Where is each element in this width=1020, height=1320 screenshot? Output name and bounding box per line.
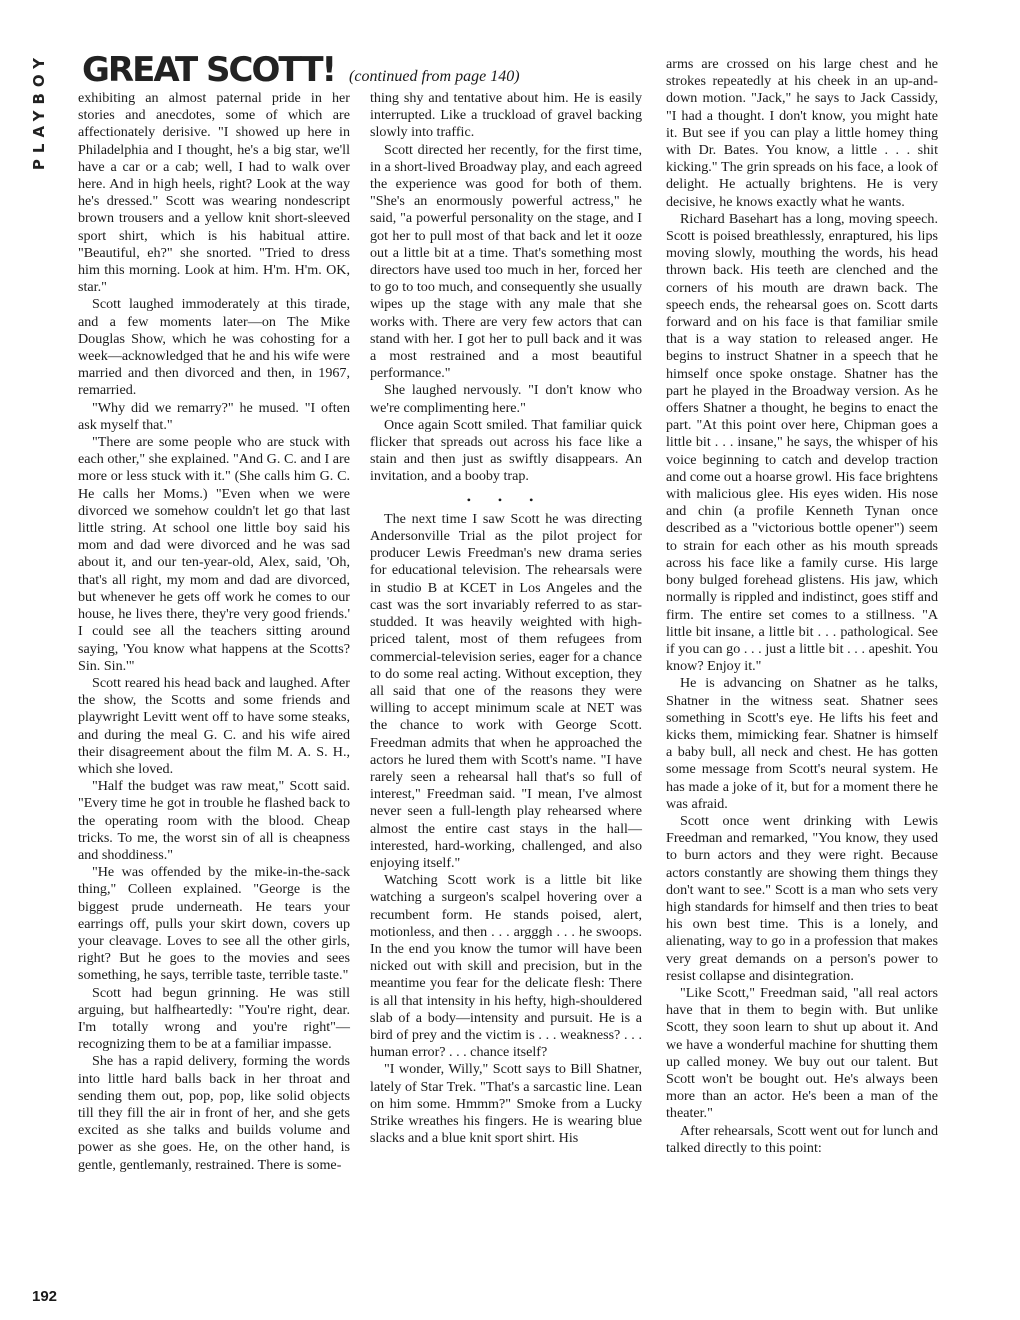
paragraph: Watching Scott work is a little bit like watching a surgeon's scalpel hovering over a recumbent form. He stands poised, alert, motionless, and then . . . argggh . . . he swoops. In the end you know the tumor will have been nicked out with skill and precision, but in the meantime you fear for the delicate flesh: There is all that intensity in his hefty, high-shouldered slab of a body—intensity and pursuit. He is a bird of prey and the victim is . . . weakness? . . . human error? . . . chance itself? (370, 872, 642, 1061)
paragraph: Once again Scott smiled. That familiar quick flicker that spreads out across his face like a stain and then just as swiftly disappears. An invitation, and a booby trap. (370, 416, 642, 485)
paragraph: Scott laughed immoderately at this tirade, and a few moments later—on The Mike Douglas Show, which he was cohosting for a week—acknowledged that he and his wife were married and then divorced and then, in 1967, remarried. (78, 296, 350, 399)
paragraph: "Half the budget was raw meat," Scott said. "Every time he got in trouble he flashed back to the operating room with the blood. Cheap tricks. To me, the worst sin of all is cheapness and shoddiness." (78, 778, 350, 863)
paragraph: arms are crossed on his large chest and he strokes repeatedly at his cheek in an up-and-down motion. "Jack," he says to Jack Cassidy, "I had a thought. I don't know, you might hate it. But see if you can play a little homey thing with Dr. Bates. You know, a little . . . shit kicking." The grin spreads on his face, a look of delight. He actually brightens. He is very decisive, he knows exactly what he wants. (666, 56, 938, 210)
paragraph: She has a rapid delivery, forming the words into little hard balls back in her throat and sending them out, pop, pop, like solid objects till they fill the air in front of her, and she gets excited as she talks and builds volume and power as she goes. He, on the other hand, is gentle, gentlemanly, restrained. There is some- (78, 1053, 350, 1173)
paragraph: The next time I saw Scott he was directing Andersonville Trial as the pilot project for producer Lewis Freedman's new drama series for educational television. The rehearsals were in studio B at KCET in Los Angeles and the cast was the sort invariably referred to as star-studded. It was heavily weighted with high-priced talent, most of them refugees from commercial-television series, eager for a chance to do some real acting. Without exception, they all said that one of the reasons they were willing to accept minimum scale at NET was the chance to work with George Scott. Freedman admits that when he approached the actors he lured them with Scott's name. "I have rarely seen a rehearsal hall that's so full of interest," Freedman said. "I mean, I've almost never seen a full-length play rehearsed where almost the entire cast stays in the hall—interested, hard-working, challenged, and also enjoying itself." (370, 510, 642, 871)
paragraph: "There are some people who are stuck with each other," she explained. "And G. C. and I are more or less stuck with it." (She calls him G. C. He calls her Moms.) "Even when we were divorced we somehow couldn't let go that last little string. At school one little boy said his mom and dad were divorced and he was sad about it, and our ten-year-old, Alex, said, 'Oh, that's all right, my mom and dad are divorced, but whenever he gets off work he comes to our house, he lives there, they're very good friends.' I could see all the teachers sitting around saying, 'You know what happens at the Scotts? Sin. Sin.'" (78, 434, 350, 674)
paragraph: Scott reared his head back and laughed. After the show, the Scotts and some friends and playwright Levitt went off to have some steaks, and during the meal G. C. and his wife aired their disagreement about the film M. A. S. H., which she loved. (78, 674, 350, 777)
headline (82, 50, 520, 90)
text-column-1 (78, 90, 350, 1174)
paragraph: "Like Scott," Freedman said, "all real actors have that in them to begin with. But unlike Scott, they soon learn to shut up about it. And we have a wonderful machine for shutting them up called money. We buy out our talent. But Scott won't be bought out. He's always been more than an actor. He's been a man of the theater." (666, 984, 938, 1122)
magazine-name: PLAYBOY (30, 52, 48, 171)
paragraph: "Why did we remarry?" he mused. "I often ask myself that." (78, 399, 350, 433)
paragraph: After rehearsals, Scott went out for lunch and talked directly to this point: (666, 1122, 938, 1156)
text-column-3 (666, 56, 938, 1157)
paragraph: "He was offended by the mike-in-the-sack thing," Colleen explained. "George is the biggest prude underneath. He tears your earrings off, pulls your skirt down, covers up your cleavage. Loves to see all the other girls, right? But he goes to the movies and sees something, he says, terrible taste, terrible taste." (78, 864, 350, 984)
continued-note: (continued from page 140) (349, 68, 520, 85)
section-divider: • • • (466, 492, 546, 507)
paragraph: thing shy and tentative about him. He is easily interrupted. Like a truckload of gravel backing slowly into traffic. (370, 90, 642, 141)
paragraph: Richard Basehart has a long, moving speech. Scott is poised breathlessly, enraptured, his lips moving slowly, mouthing the words, his head thrown back. His teeth are clenched and the corners of his mouth are drawn back. The speech ends, the rehearsal goes on. Scott darts forward and on his face is that familiar smile that is a way station to released anger. He begins to instruct Shatner in a speech that he himself once spoke onstage. Shatner has the part he played in the Broadway version. As he offers Shatner a thought, he begins to enact the part. "At this point over here, Chipman goes a little bit . . . insane," he says, the whisper of his voice beginning to catch and develop traction and come out a hoarse growl. His face brightens with malicious glee. His eyes widen. His nose and chin (a profile Kenneth Tynan once described as a "victorious bottle opener") seem to strain for each other as his mouth spreads across his face like a family curse. His large bony bulged forehead glistens. His jaw, which normally is rippled and indistinct, goes stiff and firm. The entire set comes to a stillness. "A little bit insane, a little bit . . . pathological. See if you can go . . . just a little bit . . . apeshit. You know? Enjoy it." (666, 210, 938, 675)
paragraph: He is advancing on Shatner as he talks, Shatner in the witness seat. Shatner sees something in Scott's eye. He lifts his feet and kicks them, mimicking fear. Shatner is himself a baby bull, all neck and chest. He has gotten some message from Scott's neural system. He has made a joke of it, but for a moment there he was afraid. (666, 675, 938, 812)
paragraph: Scott once went drinking with Lewis Freedman and remarked, "You know, they used to burn actors and they were right. Because actors constantly are showing them things they don't want to see." Scott is a man who sets very high standards for himself and then tries to beat his own best time. This is a lonely, and alienating, way to go in a profession that makes very great demands on a person's power to resist collapse and disintegration. (666, 812, 938, 984)
text-column-2 (370, 90, 642, 1147)
paragraph: "I wonder, Willy," Scott says to Bill Shatner, lately of Star Trek. "That's a sarcastic line. Lean on him some. Hmmm?" Smoke from a Lucky Strike wreathes his fingers. He is wearing blue slacks and a blue knit sport shirt. His (370, 1061, 642, 1147)
paragraph: She laughed nervously. "I don't know who we're complimenting here." (370, 382, 642, 416)
page-number: 192 (32, 1288, 58, 1305)
paragraph: Scott directed her recently, for the first time, in a short-lived Broadway play, and each agreed the experience was good for both of them. "She's an enormously powerful actress," he said, "a powerful personality on the stage, and I got her to pull most of that back and let it ooze out a little bit at a time. That's something most directors have used too much in her, forced her to go to too much, and consequently she usually wipes up the stage with any male that she works with. There are very few actors that can stand with her. I got her to pull back and it was a most restrained and a most beautiful performance." (370, 141, 642, 382)
paragraph: Scott had begun grinning. He was still arguing, but halfheartedly: "You're right, dear. I'm totally wrong and you're right"—recognizing them to be at a familiar impasse. (78, 984, 350, 1053)
headline-title: GREAT SCOTT! (82, 50, 336, 90)
paragraph: exhibiting an almost paternal pride in her stories and anecdotes, some of which are affectionately derisive. "I showed up here in Philadelphia and I thought, he's a big star, we'll have a car or a cab; well, I had to walk over here. And in high heels, right? Look at the way he's dressed." Scott was wearing nondescript brown trousers and a yellow knit short-sleeved sport shirt, which is his habitual attire. "Beautiful, eh?" she snorted. "Tried to dress him this morning. Look at him. H'm. H'm. OK, star." (78, 90, 350, 296)
